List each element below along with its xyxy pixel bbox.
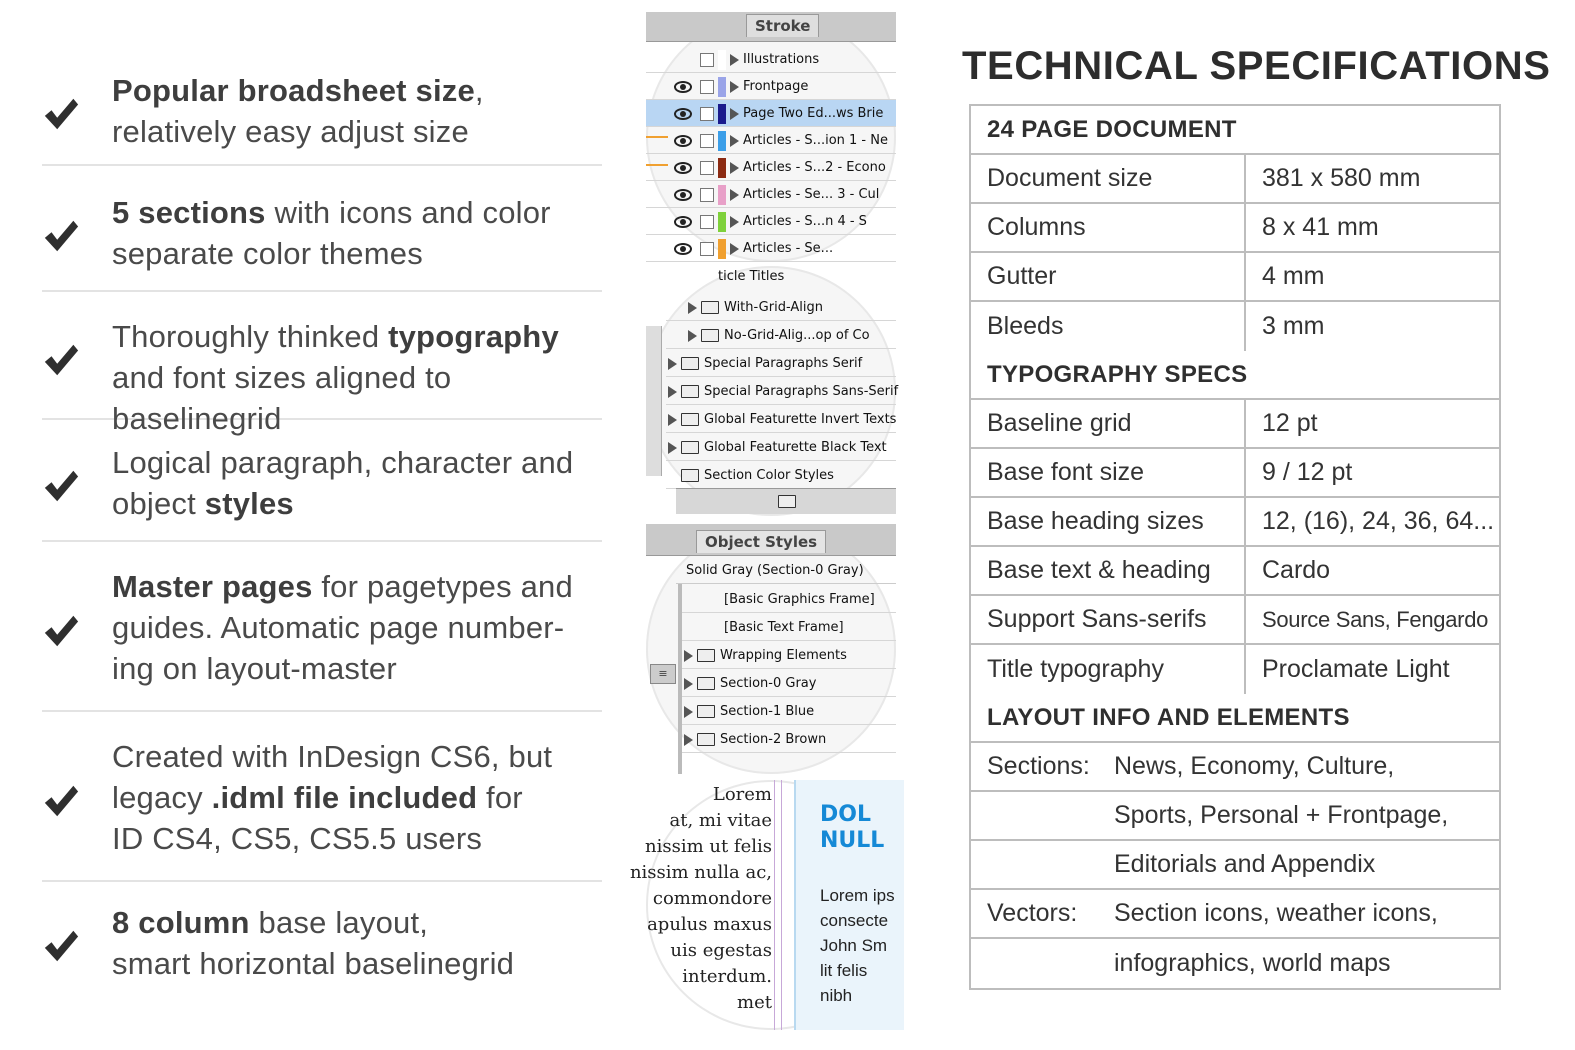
object-style-label: Wrapping Elements: [720, 648, 847, 663]
expand-triangle-icon[interactable]: [684, 706, 693, 718]
spec-label: Title typography: [971, 645, 1246, 694]
feature-item: [42, 166, 602, 292]
typography-spec-row: [971, 498, 1499, 547]
layer-row[interactable]: [646, 100, 896, 127]
document-spec-row: [971, 253, 1499, 302]
checkmark-icon: [42, 217, 80, 255]
sections-row: [971, 743, 1499, 792]
feature-text: Created with InDesign CS6, but legacy .idml file included for ID CS4, CS5, CS5.5 users: [112, 739, 553, 856]
selected-object-style[interactable]: Solid Gray (Section-0 Gray): [676, 558, 896, 584]
panel-footer: [676, 488, 896, 514]
checkmark-icon: [42, 927, 80, 965]
checkmark-icon: [42, 467, 80, 505]
serif-text-line: apulus maxus: [647, 914, 772, 935]
expand-triangle-icon[interactable]: [688, 302, 697, 314]
sans-text-line: lit felis: [820, 961, 868, 980]
serif-text-line: nissim ut felis: [645, 836, 772, 857]
serif-text-line: at, mi vitae: [669, 810, 772, 831]
layers-panel-preview: [646, 12, 896, 262]
layer-row[interactable]: [646, 208, 896, 235]
expand-triangle-icon[interactable]: [730, 216, 739, 228]
panel-top-label: ticle Titles: [718, 269, 785, 284]
expand-triangle-icon[interactable]: [730, 81, 739, 93]
layer-label: Illustrations: [743, 52, 820, 67]
sans-text-line: John Sm: [820, 936, 888, 955]
sans-text-line: nibh: [820, 986, 853, 1005]
feature-item: [42, 882, 602, 1002]
layer-label: Articles - Se...: [743, 241, 834, 256]
paragraph-style-group[interactable]: [666, 406, 896, 433]
object-style-label: [Basic Graphics Frame]: [724, 592, 875, 607]
layer-label: Articles - S...2 - Econo: [743, 160, 886, 175]
spec-label: Document size: [971, 155, 1246, 202]
checkmark-icon: [42, 782, 80, 820]
feature-item: [42, 292, 602, 436]
visibility-eye-icon[interactable]: [674, 162, 692, 174]
orange-guide-line: [646, 164, 668, 166]
panel-scrollbar[interactable]: [646, 326, 662, 476]
page-title: TECHNICAL SPECIFICATIONS: [962, 44, 1551, 88]
document-spec-row: [971, 302, 1499, 351]
layout-label: Vectors:: [987, 899, 1078, 927]
spec-value: Source Sans, Fengardo: [1262, 606, 1489, 632]
lock-toggle[interactable]: [700, 242, 714, 256]
layer-label: Articles - S...n 4 - S: [743, 214, 867, 229]
lock-toggle[interactable]: [700, 53, 714, 67]
style-group-label: No-Grid-Alig...op of Co: [724, 328, 870, 343]
expand-triangle-icon[interactable]: [730, 135, 739, 147]
paragraph-style-group[interactable]: [666, 322, 896, 349]
visibility-eye-icon[interactable]: [674, 243, 692, 255]
blue-heading-line: DOL: [820, 802, 871, 827]
feature-text: Logical paragraph, character and object styles: [112, 445, 574, 521]
layout-section-header: LAYOUT INFO AND ELEMENTS: [971, 694, 1499, 743]
lock-toggle[interactable]: [700, 215, 714, 229]
panel-menu-icon[interactable]: ≡: [650, 664, 676, 684]
feature-text: 5 sections with icons and color separate color themes: [112, 195, 551, 271]
lock-toggle[interactable]: [700, 80, 714, 94]
folder-icon: [697, 733, 715, 746]
sections-row-continued: Editorials and Appendix: [971, 841, 1499, 890]
layer-label: Frontpage: [743, 79, 809, 94]
feature-text: Popular broadsheet size, relatively easy adjust size: [112, 73, 484, 149]
layer-row[interactable]: [646, 235, 896, 262]
expand-triangle-icon[interactable]: [684, 734, 693, 746]
object-styles-tab[interactable]: Object Styles: [696, 530, 826, 553]
folder-icon: [681, 357, 699, 370]
layer-row[interactable]: [646, 46, 896, 73]
typography-spec-row: [971, 645, 1499, 694]
object-style-label: [Basic Text Frame]: [724, 620, 844, 635]
typography-spec-row: [971, 400, 1499, 449]
layout-label: Sections:: [987, 752, 1090, 780]
expand-triangle-icon[interactable]: [684, 678, 693, 690]
serif-text-line: interdum.: [682, 966, 772, 987]
lock-toggle[interactable]: [700, 107, 714, 121]
spec-value: 3 mm: [1262, 312, 1325, 340]
spec-value: 8 x 41 mm: [1262, 213, 1379, 241]
checkmark-icon: [42, 95, 80, 133]
spec-value: 9 / 12 pt: [1262, 458, 1353, 486]
spec-label: Columns: [971, 204, 1246, 251]
object-style-row[interactable]: [682, 642, 896, 669]
expand-triangle-icon[interactable]: [730, 162, 739, 174]
new-group-folder-icon[interactable]: [778, 495, 796, 508]
serif-text-line: uis egestas: [670, 940, 772, 961]
layout-value: News, Economy, Culture,: [1114, 752, 1395, 780]
serif-text-line: Lorem: [712, 784, 772, 805]
expand-triangle-icon[interactable]: [668, 386, 677, 398]
spec-table: [969, 104, 1501, 990]
paragraph-styles-preview: [646, 266, 899, 516]
layer-row[interactable]: [646, 154, 896, 181]
visibility-eye-icon[interactable]: [674, 108, 692, 120]
spec-value: 381 x 580 mm: [1262, 164, 1421, 192]
object-style-row[interactable]: [682, 670, 896, 697]
serif-text-line: commondore: [652, 888, 772, 909]
feature-text: 8 column base layout, smart horizontal baselinegrid: [112, 905, 515, 981]
spec-label: Gutter: [971, 253, 1246, 300]
paragraph-style-group[interactable]: [666, 350, 896, 377]
checkmark-icon: [42, 341, 80, 379]
expand-triangle-icon[interactable]: [684, 650, 693, 662]
object-style-row[interactable]: [682, 586, 896, 613]
column-guide-lines: [774, 780, 782, 1030]
feature-item: [42, 420, 602, 542]
typography-section-header: TYPOGRAPHY SPECS: [971, 351, 1499, 400]
folder-icon: [697, 677, 715, 690]
spec-value: Cardo: [1262, 556, 1331, 584]
style-group-label: Special Paragraphs Serif: [704, 356, 863, 371]
layer-row[interactable]: [646, 73, 896, 100]
typography-spec-row: [971, 547, 1499, 596]
checkmark-icon: [42, 612, 80, 650]
feature-item: [42, 542, 602, 712]
layout-value: Section icons, weather icons,: [1114, 899, 1438, 927]
spec-label: Bleeds: [971, 302, 1246, 351]
layer-color-swatch: [718, 104, 726, 124]
layer-color-swatch: [718, 158, 726, 178]
lock-toggle[interactable]: [700, 134, 714, 148]
folder-icon: [697, 649, 715, 662]
typography-spec-row: [971, 596, 1499, 645]
doc-section-header: 24 PAGE DOCUMENT: [971, 106, 1499, 155]
folder-icon: [681, 469, 699, 482]
expand-triangle-icon[interactable]: [730, 108, 739, 120]
layer-row[interactable]: [646, 127, 896, 154]
expand-triangle-icon[interactable]: [730, 243, 739, 255]
spec-label: Baseline grid: [971, 400, 1246, 447]
object-style-label: Section-0 Gray: [720, 676, 817, 691]
object-style-label: Section-1 Blue: [720, 704, 815, 719]
spec-value: 4 mm: [1262, 262, 1325, 290]
object-styles-preview: [646, 524, 896, 774]
spec-label: Support Sans-serifs: [971, 596, 1246, 643]
feature-list: [42, 52, 602, 1002]
paragraph-style-group[interactable]: [666, 378, 899, 405]
layer-label: Articles - S...ion 1 - Ne: [743, 133, 888, 148]
expand-triangle-icon[interactable]: [668, 358, 677, 370]
layer-row[interactable]: [646, 181, 896, 208]
visibility-eye-icon[interactable]: [674, 216, 692, 228]
folder-icon: [681, 441, 699, 454]
style-group-label: Section Color Styles: [704, 468, 834, 483]
layer-color-swatch: [718, 50, 726, 70]
spec-label: Base font size: [971, 449, 1246, 496]
sections-row-continued: Sports, Personal + Frontpage,: [971, 792, 1499, 841]
serif-text-line: nissim nulla ac,: [629, 862, 772, 883]
layers-panel-tabbar: [646, 12, 896, 42]
object-styles-tabbar: [646, 524, 896, 556]
style-group-label: Global Featurette Invert Texts: [704, 412, 897, 427]
layer-color-swatch: [718, 185, 726, 205]
expand-triangle-icon[interactable]: [730, 54, 739, 66]
folder-icon: [697, 705, 715, 718]
paragraph-style-group[interactable]: [666, 294, 896, 321]
layer-color-swatch: [718, 212, 726, 232]
layer-color-swatch: [718, 239, 726, 259]
layer-color-swatch: [718, 131, 726, 151]
spec-label: Base heading sizes: [971, 498, 1246, 545]
document-spec-row: [971, 204, 1499, 253]
feature-item: [42, 52, 602, 166]
lock-toggle[interactable]: [700, 188, 714, 202]
orange-guide-line: [646, 136, 668, 138]
layer-label: Articles - Se... 3 - Cul: [743, 187, 880, 202]
spec-value: 12, (16), 24, 36, 64...: [1262, 507, 1495, 535]
page-text-preview: [629, 780, 896, 1030]
visibility-eye-icon[interactable]: [674, 81, 692, 93]
folder-icon: [701, 301, 719, 314]
layer-label: Page Two Ed...ws Brie: [743, 106, 884, 121]
spec-label: Base text & heading: [971, 547, 1246, 594]
feature-item: [42, 712, 602, 882]
blue-heading-line: NULL: [820, 828, 885, 853]
sans-text-line: Lorem ips: [820, 886, 895, 905]
object-style-row[interactable]: [682, 726, 896, 753]
typography-spec-row: [971, 449, 1499, 498]
serif-text-line: met: [737, 992, 772, 1013]
folder-icon: [681, 413, 699, 426]
layer-color-swatch: [718, 77, 726, 97]
paragraph-style-group[interactable]: [666, 434, 896, 461]
object-style-label: Section-2 Brown: [720, 732, 827, 747]
visibility-eye-icon[interactable]: [674, 135, 692, 147]
feature-text: Thoroughly thinked typography and font sizes aligned to baselinegrid: [112, 319, 559, 436]
spec-value: Proclamate Light: [1262, 655, 1450, 683]
vectors-row: [971, 890, 1499, 939]
document-spec-row: [971, 155, 1499, 204]
style-group-label: Special Paragraphs Sans-Serif: [704, 384, 899, 399]
folder-icon: [701, 329, 719, 342]
style-group-label: With-Grid-Align: [724, 300, 823, 315]
object-style-row[interactable]: [682, 614, 896, 641]
visibility-eye-icon[interactable]: [674, 189, 692, 201]
style-group-label: Global Featurette Black Text: [704, 440, 887, 455]
expand-triangle-icon[interactable]: [688, 330, 697, 342]
vectors-row-continued: infographics, world maps: [1114, 949, 1391, 977]
sans-text-line: consecte: [820, 911, 889, 930]
expand-triangle-icon[interactable]: [668, 414, 677, 426]
object-style-row[interactable]: [682, 698, 896, 725]
folder-icon: [681, 385, 699, 398]
feature-text: Master pages for pagetypes and guides. Automatic page number- ing on layout-master: [112, 569, 573, 686]
expand-triangle-icon[interactable]: [730, 189, 739, 201]
stroke-tab[interactable]: Stroke: [746, 14, 819, 37]
spec-value: 12 pt: [1262, 409, 1318, 437]
expand-triangle-icon[interactable]: [668, 442, 677, 454]
lock-toggle[interactable]: [700, 161, 714, 175]
paragraph-style-group[interactable]: [666, 462, 896, 489]
